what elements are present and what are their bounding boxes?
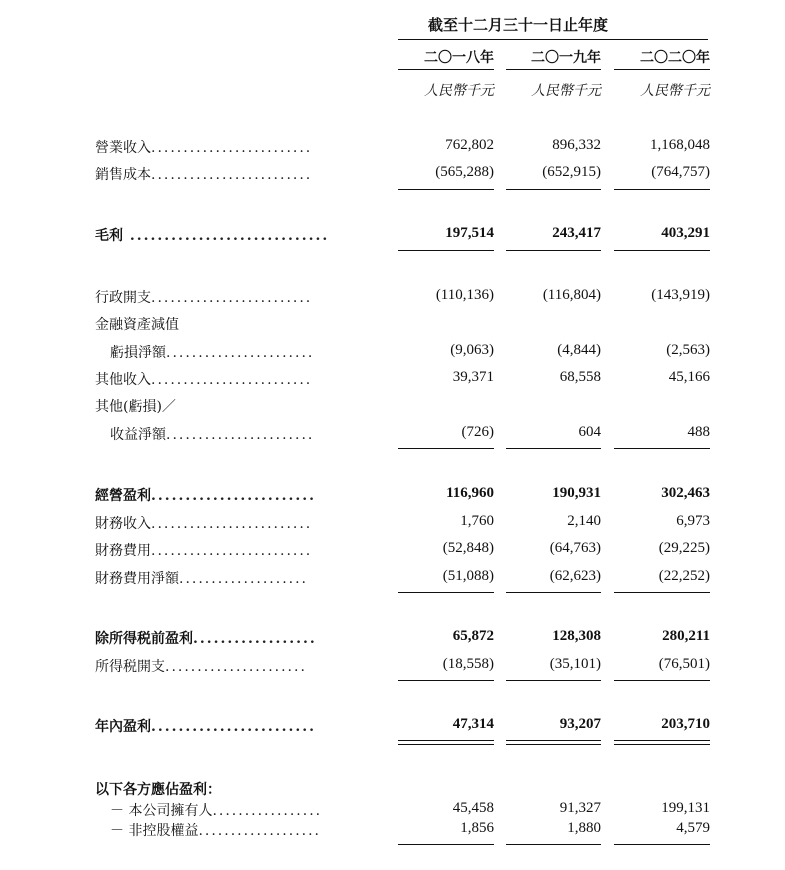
year-2020-rule — [614, 69, 710, 70]
subtotal-rule — [398, 448, 494, 449]
leader-dots: .................... — [179, 571, 309, 587]
period-heading: 截至十二月三十一日止年度 — [428, 16, 609, 34]
value-2018: 39,371 — [452, 369, 494, 385]
row-revenue — [0, 137, 785, 159]
value-2019: 68,558 — [559, 369, 601, 385]
subtotal-rule — [398, 250, 494, 251]
row-finance-income — [0, 513, 785, 535]
leader-dots: ......................... — [151, 516, 313, 532]
row-label: 營業收入 — [95, 140, 151, 156]
value-2018: 762,802 — [445, 137, 494, 153]
leader-dots: ....................... — [166, 345, 315, 361]
value-2018: 45,458 — [452, 800, 494, 816]
value-2018: (51,088) — [442, 568, 494, 584]
row-cost-of-sales — [0, 164, 785, 186]
row-finance-costs-net — [0, 568, 785, 590]
value-2020: 45,166 — [668, 369, 710, 385]
value-2018: 1,856 — [460, 820, 494, 836]
total-double-rule — [398, 740, 494, 745]
row-label: 金融資產減值 — [95, 317, 179, 333]
leader-dots: ............................. — [123, 228, 330, 244]
value-2020: 199,131 — [661, 800, 710, 816]
subtotal-rule — [506, 680, 601, 681]
value-2018: (565,288) — [435, 164, 494, 180]
value-2020: 403,291 — [661, 225, 710, 241]
value-2018: 197,514 — [445, 225, 494, 241]
leader-dots: .................. — [193, 631, 317, 647]
subtotal-rule — [614, 250, 710, 251]
value-2020: 302,463 — [661, 485, 710, 501]
value-2020: (143,919) — [651, 287, 710, 303]
leader-dots: ................. — [212, 803, 323, 819]
value-2018: (726) — [461, 424, 494, 440]
value-2019: 1,880 — [567, 820, 601, 836]
leader-dots: ......................... — [151, 543, 313, 559]
value-2019: (64,763) — [549, 540, 601, 556]
row-label: 其他(虧損)／ — [95, 399, 176, 415]
row-impairment-heading — [0, 314, 785, 336]
value-2020: 6,973 — [676, 513, 710, 529]
value-2020: (29,225) — [658, 540, 710, 556]
total-double-rule — [506, 740, 601, 745]
row-label: 毛利 — [95, 228, 123, 244]
value-2020: 4,579 — [676, 820, 710, 836]
year-2019-heading: 二〇一九年 — [531, 50, 601, 66]
value-2019: (116,804) — [542, 287, 601, 303]
unit-2019: 人民幣千元 — [531, 83, 601, 99]
subtotal-rule — [614, 844, 710, 845]
value-2018: (52,848) — [442, 540, 494, 556]
row-label: 所得税開支 — [95, 659, 165, 675]
subtotal-rule — [506, 189, 601, 190]
row-label: 除所得税前盈利 — [95, 631, 193, 647]
leader-dots: ......................... — [151, 372, 313, 388]
value-2020: 488 — [687, 424, 710, 440]
row-finance-costs — [0, 540, 785, 562]
year-2018-heading: 二〇一八年 — [424, 50, 494, 66]
value-2018: (110,136) — [435, 287, 494, 303]
value-2018: 1,760 — [460, 513, 494, 529]
row-label: － 非控股權益 — [110, 823, 199, 839]
subtotal-rule — [614, 592, 710, 593]
row-owners — [0, 800, 785, 822]
value-2018: (9,063) — [450, 342, 494, 358]
row-income-tax — [0, 656, 785, 678]
value-2020: 1,168,048 — [650, 137, 710, 153]
row-label: 銷售成本 — [95, 167, 151, 183]
row-label: 收益淨額 — [110, 427, 166, 443]
subtotal-rule — [614, 189, 710, 190]
row-other-losses-heading — [0, 396, 785, 418]
subtotal-rule — [398, 592, 494, 593]
value-2019: (62,623) — [549, 568, 601, 584]
subtotal-rule — [398, 844, 494, 845]
row-impairment-net — [0, 342, 785, 364]
subtotal-rule — [506, 448, 601, 449]
value-2019: (652,915) — [542, 164, 601, 180]
value-2019: 128,308 — [552, 628, 601, 644]
row-other-income — [0, 369, 785, 391]
leader-dots: ......................... — [151, 290, 313, 306]
subtotal-rule — [398, 189, 494, 190]
row-gross-profit — [0, 225, 785, 247]
total-double-rule — [614, 740, 710, 745]
subtotal-rule — [506, 844, 601, 845]
row-operating-profit — [0, 485, 785, 507]
leader-dots: ................... — [198, 823, 322, 839]
subtotal-rule — [506, 592, 601, 593]
value-2018: 116,960 — [446, 485, 494, 501]
subtotal-rule — [614, 448, 710, 449]
row-label: 以下各方應佔盈利： — [95, 782, 221, 798]
row-label: 財務費用 — [95, 543, 151, 559]
value-2019: 190,931 — [552, 485, 601, 501]
value-2019: 243,417 — [552, 225, 601, 241]
value-2019: 91,327 — [559, 800, 601, 816]
leader-dots: ........................ — [151, 488, 316, 504]
row-label: 其他收入 — [95, 372, 151, 388]
value-2019: 604 — [578, 424, 601, 440]
year-2019-rule — [506, 69, 601, 70]
row-label: 虧損淨額 — [110, 345, 166, 361]
value-2020: (2,563) — [666, 342, 710, 358]
leader-dots: ....................... — [166, 427, 315, 443]
row-label: － 本公司擁有人 — [110, 803, 213, 819]
value-2020: 203,710 — [661, 716, 710, 732]
value-2018: 65,872 — [452, 628, 494, 644]
row-label: 經營盈利 — [95, 488, 151, 504]
row-label: 年內盈利 — [95, 719, 151, 735]
value-2020: (76,501) — [658, 656, 710, 672]
leader-dots: ........................ — [151, 719, 316, 735]
subtotal-rule — [506, 250, 601, 251]
leader-dots: ...................... — [165, 659, 307, 675]
row-label: 行政開支 — [95, 290, 151, 306]
year-2020-heading: 二〇二〇年 — [640, 50, 710, 66]
year-2018-rule — [398, 69, 494, 70]
value-2020: (22,252) — [658, 568, 710, 584]
row-profit-for-year — [0, 716, 785, 738]
row-label: 財務收入 — [95, 516, 151, 532]
value-2019: 2,140 — [567, 513, 601, 529]
unit-2018: 人民幣千元 — [424, 83, 494, 99]
subtotal-rule — [614, 680, 710, 681]
value-2019: 896,332 — [552, 137, 601, 153]
row-other-gains-net — [0, 424, 785, 446]
value-2018: 47,314 — [452, 716, 494, 732]
row-non-controlling — [0, 820, 785, 842]
unit-2020: 人民幣千元 — [640, 83, 710, 99]
value-2020: 280,211 — [662, 628, 710, 644]
row-label: 財務費用淨額 — [95, 571, 179, 587]
value-2018: (18,558) — [442, 656, 494, 672]
value-2019: 93,207 — [559, 716, 601, 732]
value-2020: (764,757) — [651, 164, 710, 180]
subtotal-rule — [398, 680, 494, 681]
period-rule — [398, 39, 708, 40]
row-profit-before-tax — [0, 628, 785, 650]
row-admin-expenses — [0, 287, 785, 309]
leader-dots: ......................... — [151, 140, 313, 156]
value-2019: (4,844) — [557, 342, 601, 358]
leader-dots: ......................... — [151, 167, 313, 183]
row-attributable-heading — [0, 779, 785, 801]
value-2019: (35,101) — [549, 656, 601, 672]
